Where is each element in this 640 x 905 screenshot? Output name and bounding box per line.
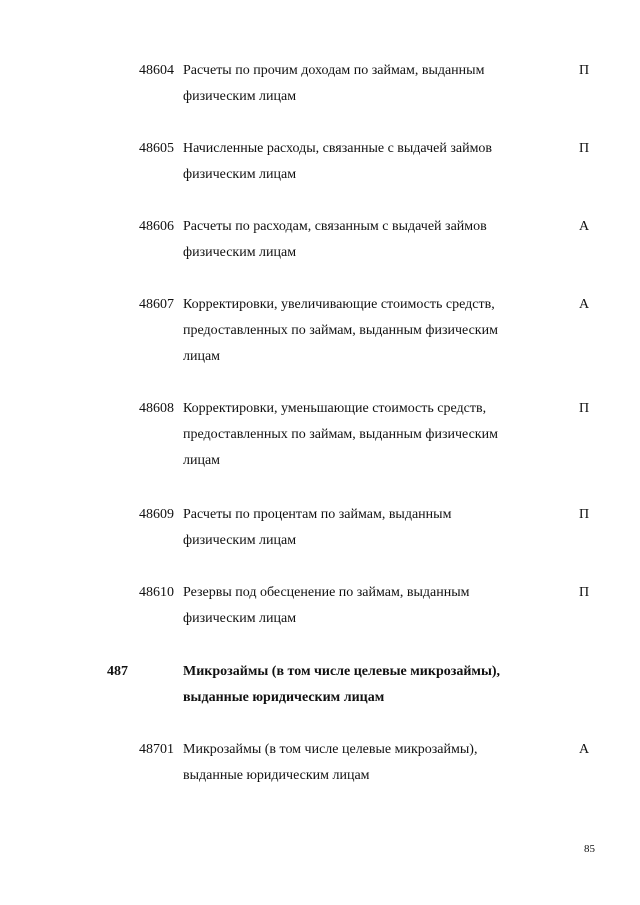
account-description xyxy=(183,136,553,188)
group-description xyxy=(183,659,563,711)
page-number: 85 xyxy=(584,843,595,855)
account-side: А xyxy=(579,742,590,757)
description-line: Корректировки, уменьшающие стоимость средств, xyxy=(183,401,487,416)
account-code: 48607 xyxy=(139,297,174,312)
group-description-line: Микрозаймы (в том числе целевые микрозаймы), xyxy=(183,664,501,679)
account-code: 48605 xyxy=(139,141,174,156)
account-side: А xyxy=(579,219,590,234)
description-line: физическим лицам xyxy=(183,533,297,548)
description-line: Расчеты по процентам по займам, выданным xyxy=(183,507,452,522)
account-side: А xyxy=(579,297,590,312)
account-description xyxy=(183,58,553,110)
account-description xyxy=(183,737,553,789)
account-code: 48701 xyxy=(139,742,174,757)
description-line: физическим лицам xyxy=(183,611,297,626)
description-line: выданные юридическим лицам xyxy=(183,768,370,783)
account-side: П xyxy=(579,401,590,416)
account-code: 48610 xyxy=(139,585,174,600)
description-line: Микрозаймы (в том числе целевые микрозаймы), xyxy=(183,742,478,757)
description-line: физическим лицам xyxy=(183,89,297,104)
description-line: лицам xyxy=(183,453,221,468)
group-code: 487 xyxy=(107,664,128,679)
account-description xyxy=(183,214,553,266)
description-line: предоставленных по займам, выданным физическим xyxy=(183,427,498,442)
description-line: физическим лицам xyxy=(183,167,297,182)
account-side: П xyxy=(579,141,590,156)
description-line: Расчеты по прочим доходам по займам, выданным xyxy=(183,63,485,78)
account-description xyxy=(183,580,553,632)
account-description xyxy=(183,396,553,474)
description-line: предоставленных по займам, выданным физическим xyxy=(183,323,498,338)
account-side: П xyxy=(579,63,590,78)
description-line: Начисленные расходы, связанные с выдачей займов xyxy=(183,141,493,156)
description-line: Корректировки, увеличивающие стоимость средств, xyxy=(183,297,495,312)
account-side: П xyxy=(579,507,590,522)
description-line: Расчеты по расходам, связанным с выдачей займов xyxy=(183,219,487,234)
account-code: 48604 xyxy=(139,63,174,78)
account-code: 48609 xyxy=(139,507,174,522)
account-code: 48608 xyxy=(139,401,174,416)
account-description xyxy=(183,502,553,554)
account-code: 48606 xyxy=(139,219,174,234)
account-description xyxy=(183,292,553,370)
group-description-line: выданные юридическим лицам xyxy=(183,690,385,705)
description-line: Резервы под обесценение по займам, выданным xyxy=(183,585,470,600)
account-side: П xyxy=(579,585,590,600)
description-line: физическим лицам xyxy=(183,245,297,260)
description-line: лицам xyxy=(183,349,221,364)
